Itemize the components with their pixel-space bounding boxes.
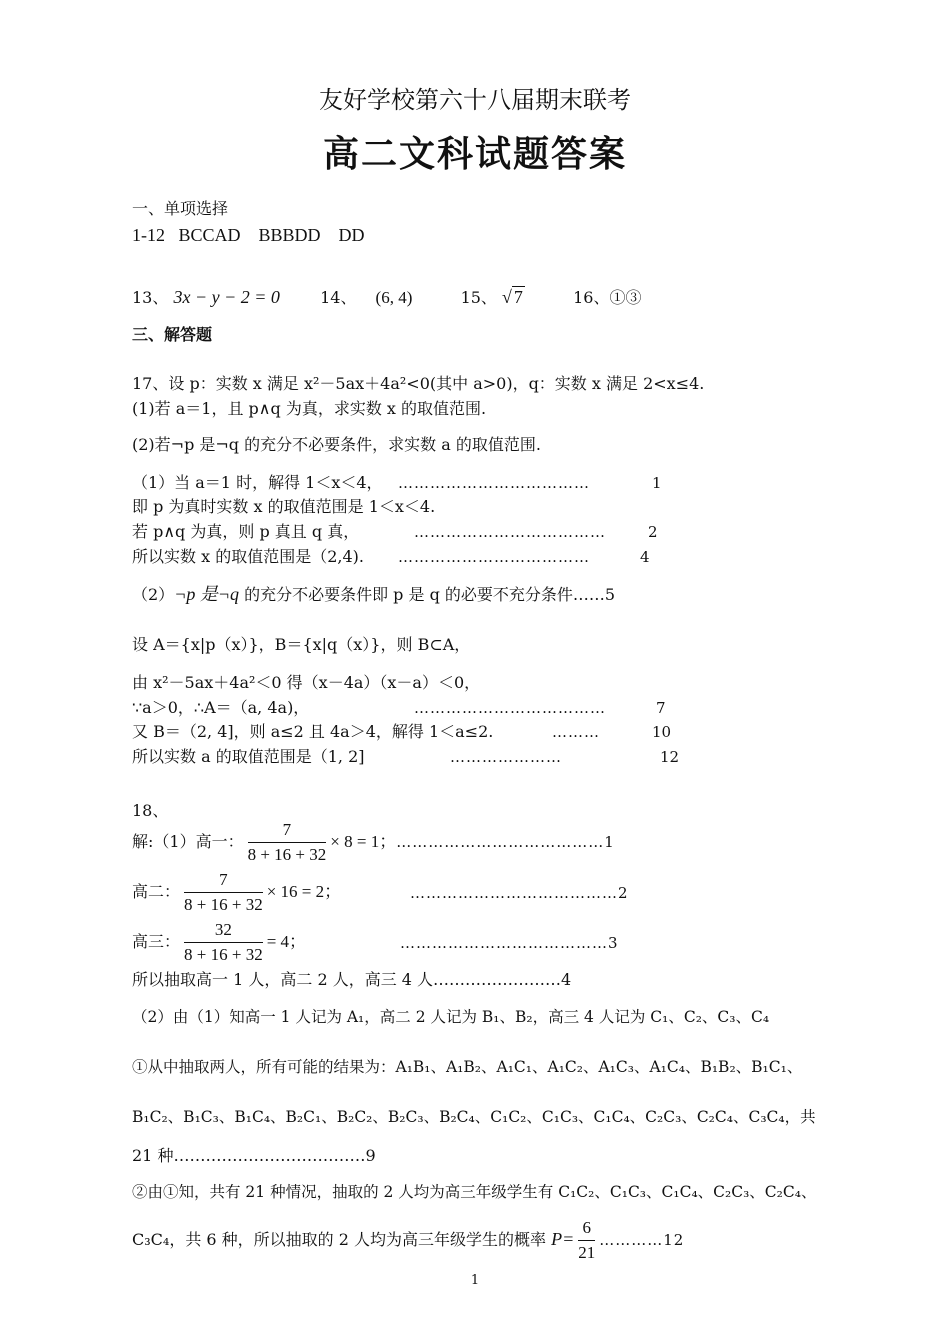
- q18-line1-numerator: 7: [248, 820, 327, 843]
- fill-in-answers: [132, 286, 641, 309]
- q17-step9-dots: ………: [552, 723, 600, 741]
- q17-step8: ∵a＞0，∴A＝（a, 4a)，: [132, 698, 310, 717]
- q17-step1-dots: ………………………………: [398, 474, 590, 492]
- q18-line9: ②由①知，共有 21 种情况，抽取的 2 人均为高三年级学生有 C₁C₂、C₁C₃、C₁C₄、C₂C₃、C₂C₄、: [132, 1183, 817, 1201]
- q18-line2: [132, 870, 341, 915]
- q17-sub1: (1)若 a＝1，且 p∧q 为真，求实数 x 的取值范围.: [132, 399, 487, 418]
- q17-step4: 所以实数 x 的取值范围是（2,4).: [132, 547, 364, 566]
- q18-line10-p: P=: [551, 1229, 575, 1249]
- page-title: 高二文科试题答案: [322, 133, 627, 175]
- q17-step10-mark: 12: [660, 748, 680, 766]
- q18-line3: [132, 920, 306, 965]
- q13-answer: 3x − y − 2 = 0: [173, 287, 280, 307]
- q17-step6: 设 A＝{x|p（x）}，B＝{x|q（x）}，则 B⊂A，: [132, 635, 471, 654]
- part1-heading: 一、单项选择: [132, 199, 229, 218]
- q18-line1: [132, 820, 615, 865]
- part3-heading: 三、解答题: [132, 325, 213, 344]
- q15-answer: √ 7: [502, 287, 523, 307]
- q14-answer: (6, 4): [375, 288, 413, 307]
- q17-step5-prefix: （2）: [132, 585, 175, 604]
- q17-step8-mark: 7: [656, 699, 666, 717]
- q18-line2-result: × 16 = 2；: [266, 882, 342, 901]
- q18-number: 18、: [132, 801, 169, 820]
- q18-line3-result: = 4；: [266, 932, 307, 951]
- q17-step2: 即 p 为真时实数 x 的取值范围是 1＜x＜4.: [132, 497, 436, 516]
- q18-line6: ①从中抽取两人，所有可能的结果为：A₁B₁、A₁B₂、A₁C₁、A₁C₂、A₁C₃、A₁C₄、B₁B₂、B₁C₁、: [132, 1058, 803, 1076]
- school-header: 友好学校第六十八届期末联考: [319, 86, 631, 114]
- q17-step4-dots: ………………………………: [398, 548, 590, 566]
- q15-radicand: 7: [513, 287, 523, 307]
- q15-label: 15、: [460, 288, 497, 307]
- q17-step10: 所以实数 a 的取值范围是（1, 2]: [132, 747, 365, 766]
- q18-line8: 21 种………………………………9: [132, 1146, 376, 1165]
- q17-step1: （1）当 a＝1 时，解得 1＜x＜4，: [132, 473, 383, 492]
- q18-line1-mark: …………………………………1: [396, 833, 615, 851]
- q17-step8-dots: ………………………………: [414, 699, 606, 717]
- q18-line3-numerator: 32: [184, 920, 263, 943]
- q17-step5: [132, 583, 615, 606]
- q17-step10-dots: …………………: [450, 748, 562, 766]
- q18-line2-mark: …………………………………2: [410, 884, 629, 902]
- q17-step3: 若 p∧q 为真，则 p 真且 q 真，: [132, 522, 360, 541]
- q18-line2-label: 高二：: [132, 882, 181, 901]
- q17-step5-logic: ¬p 是¬q: [174, 584, 239, 604]
- q18-line2-numerator: 7: [184, 870, 263, 893]
- q18-line3-label: 高三：: [132, 932, 181, 951]
- q14-label: 14、: [320, 288, 357, 307]
- q18-line3-mark: …………………………………3: [400, 934, 619, 952]
- q18-line4: 所以抽取高一 1 人，高二 2 人，高三 4 人……………………4: [132, 970, 572, 989]
- q18-line7: B₁C₂、B₁C₃、B₁C₄、B₂C₁、B₂C₂、B₂C₃、B₂C₄、C₁C₂、C₁C₃、C₁C₄、C₂C₃、C₂C₄、C₃C₄，共: [132, 1108, 816, 1126]
- q18-line10-mark: …………12: [599, 1231, 685, 1249]
- q13-label: 13、: [132, 288, 169, 307]
- q16-answer: 16、①③: [573, 288, 642, 307]
- q18-line1-fraction: [248, 820, 327, 865]
- q18-line10: [132, 1218, 684, 1263]
- q17-step4-mark: 4: [640, 548, 650, 566]
- q18-line1-label: 解:（1）高一：: [132, 832, 244, 851]
- q18-line10-numerator: 6: [578, 1218, 595, 1241]
- q18-line5: （2）由（1）知高一 1 人记为 A₁，高二 2 人记为 B₁、B₂，高三 4 人记为 C₁、C₂、C₃、C₄: [132, 1008, 770, 1026]
- choice-answers: 1-12 BCCAD BBBDD DD: [132, 225, 365, 245]
- q18-line10-denominator: 21: [578, 1243, 596, 1262]
- q18-line1-result: × 8 = 1；: [330, 832, 397, 851]
- q18-line2-fraction: [184, 870, 263, 915]
- q17-step3-dots: ………………………………: [414, 523, 606, 541]
- q18-line1-denominator: 8 + 16 + 32: [247, 845, 327, 864]
- q18-line3-fraction: [184, 920, 263, 965]
- page-number: 1: [470, 1273, 480, 1288]
- q17-step9: 又 B＝（2, 4]，则 a≤2 且 4a＞4，解得 1＜a≤2.: [132, 722, 494, 741]
- q17-stem: 17、设 p：实数 x 满足 x²－5ax＋4a²<0(其中 a>0)，q：实数 x 满足 2<x≤4.: [132, 374, 705, 393]
- q17-step9-mark: 10: [652, 723, 672, 741]
- q18-line2-denominator: 8 + 16 + 32: [184, 895, 263, 914]
- q18-line10-fraction: [578, 1218, 595, 1263]
- q18-line10-text: C₃C₄，共 6 种，所以抽取的 2 人均为高三年级学生的概率: [132, 1230, 552, 1249]
- q17-step7: 由 x²－5ax＋4a²＜0 得（x－4a）（x－a）＜0，: [132, 673, 481, 692]
- q17-sub2: (2)若¬p 是¬q 的充分不必要条件，求实数 a 的取值范围.: [132, 435, 541, 454]
- q17-step1-mark: 1: [652, 474, 662, 492]
- q17-step3-mark: 2: [648, 523, 658, 541]
- q17-step5-text: 的充分不必要条件即 p 是 q 的必要不充分条件……5: [238, 585, 616, 604]
- q18-line3-denominator: 8 + 16 + 32: [184, 945, 263, 964]
